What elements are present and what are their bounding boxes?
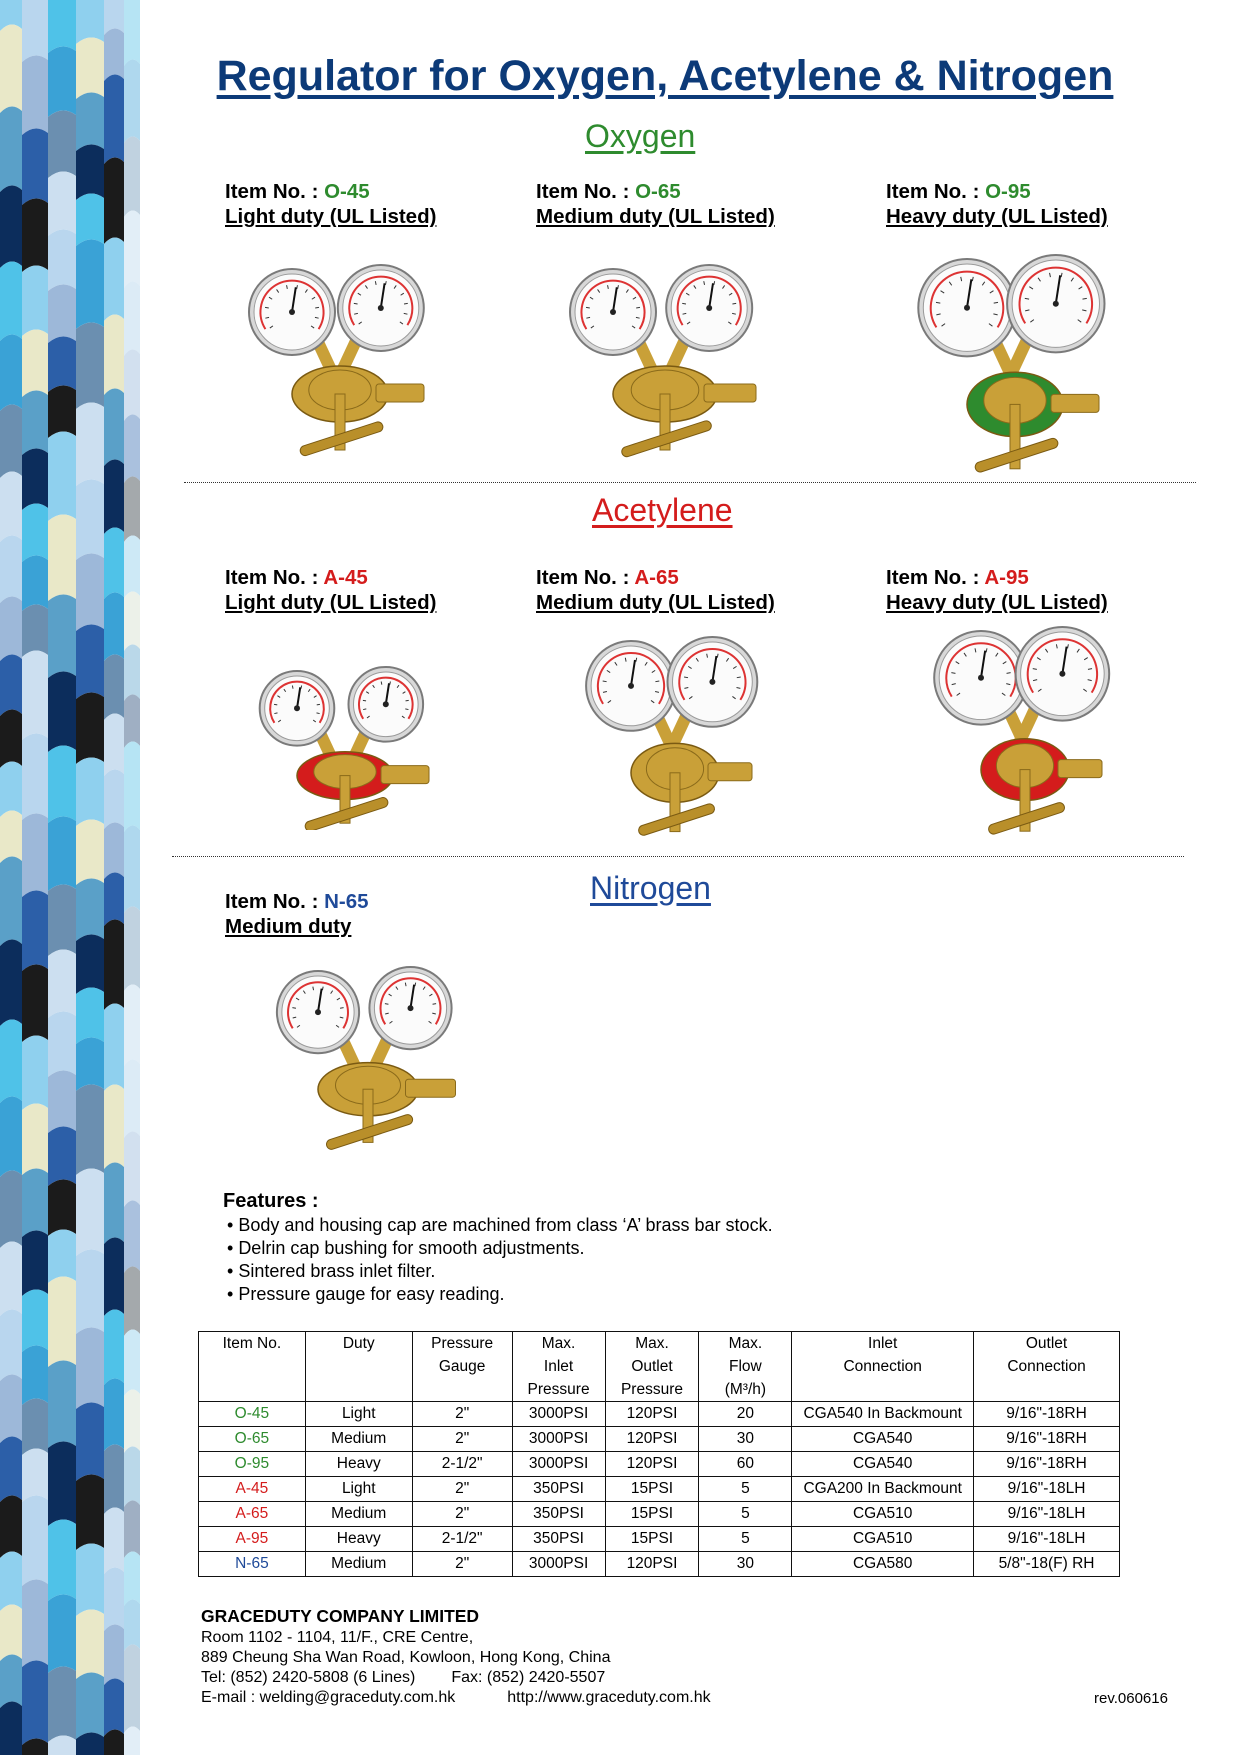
table-row [199,1402,1120,1427]
feature-item: • Sintered brass inlet filter. [227,1261,436,1281]
item-o-65 [536,179,775,229]
table-cell: 5/8"-18(F) RH [974,1552,1120,1577]
header-item-no: Item No. [199,1332,306,1402]
table-row [199,1552,1120,1577]
table-cell: 5 [699,1502,792,1527]
table-cell: Light [305,1402,412,1427]
table-cell: 5 [699,1477,792,1502]
table-cell-item-no: A-95 [199,1527,306,1552]
table-cell-item-no: O-65 [199,1427,306,1452]
table-cell: 2" [412,1402,512,1427]
table-cell: 9/16"-18LH [974,1502,1120,1527]
specification-table [198,1331,1120,1577]
item-code: A-45 [323,566,368,589]
item-prefix: Item No. : [225,566,324,589]
fax-number: Fax: (852) 2420-5507 [451,1669,606,1686]
table-cell: 2" [412,1427,512,1452]
table-cell: 60 [699,1452,792,1477]
revision-label: rev.060616 [1094,1690,1168,1707]
page-title: Regulator for Oxygen, Acetylene & Nitrogen [216,52,1114,100]
table-cell: Medium [305,1552,412,1577]
table-cell: 30 [699,1427,792,1452]
email-address[interactable]: E-mail : welding@graceduty.com.hk [201,1689,456,1706]
table-cell: 3000PSI [512,1402,605,1427]
item-prefix: Item No. : [536,180,636,203]
table-row [199,1452,1120,1477]
company-name: GRACEDUTY COMPANY LIMITED [201,1606,480,1626]
table-cell: 20 [699,1402,792,1427]
item-code: O-95 [985,180,1031,203]
item-prefix: Item No. : [225,890,325,913]
table-cell: 120PSI [605,1452,699,1477]
item-duty: Heavy duty (UL Listed) [886,205,1108,228]
table-cell: CGA540 [792,1427,974,1452]
regulator-image-a-65 [565,630,785,840]
decorative-side-strip [0,0,140,1755]
features-title: Features : [223,1190,319,1212]
header-duty: Duty [305,1332,412,1402]
table-cell: 2" [412,1552,512,1577]
table-cell: 3000PSI [512,1427,605,1452]
table-cell: 350PSI [512,1527,605,1552]
table-cell: 30 [699,1552,792,1577]
item-o-45 [225,179,436,229]
address-line-1: Room 1102 - 1104, 11/F., CRE Centre, [201,1629,474,1646]
item-n-65 [225,889,369,939]
table-row [199,1477,1120,1502]
table-cell: 9/16"-18RH [974,1452,1120,1477]
feature-item: • Body and housing cap are machined from class ‘A’ brass bar stock. [227,1215,773,1235]
table-cell-item-no: O-95 [199,1452,306,1477]
item-code: A-95 [984,566,1029,589]
regulator-image-a-95 [915,620,1135,840]
website-link[interactable]: http://www.graceduty.com.hk [507,1689,711,1706]
table-cell: CGA540 [792,1452,974,1477]
table-cell: CGA540 In Backmount [792,1402,974,1427]
section-title-oxygen: Oxygen [585,118,696,154]
table-cell: 120PSI [605,1427,699,1452]
table-cell: CGA200 In Backmount [792,1477,974,1502]
item-o-95 [886,179,1108,229]
item-prefix: Item No. : [886,566,985,589]
divider-acetylene-nitrogen [172,856,1184,857]
features-list [223,1190,773,1306]
feature-item: • Pressure gauge for easy reading. [227,1284,505,1304]
address-line-2: 889 Cheung Sha Wan Road, Kowloon, Hong Kong, China [201,1649,611,1666]
table-row [199,1502,1120,1527]
table-cell: CGA510 [792,1527,974,1552]
contact-email-web [201,1688,711,1708]
table-cell: 2" [412,1477,512,1502]
table-cell: 2-1/2" [412,1527,512,1552]
section-title-nitrogen: Nitrogen [590,870,711,906]
contact-phone-fax [201,1668,711,1688]
table-cell: 15PSI [605,1477,699,1502]
divider-oxygen-acetylene [184,482,1196,483]
table-cell: Light [305,1477,412,1502]
table-cell: Medium [305,1427,412,1452]
table-cell: Medium [305,1502,412,1527]
item-a-65 [536,565,775,615]
table-cell: 9/16"-18LH [974,1527,1120,1552]
item-duty: Light duty (UL Listed) [225,205,437,228]
table-cell-item-no: O-45 [199,1402,306,1427]
table-cell: 15PSI [605,1527,699,1552]
item-prefix: Item No. : [225,180,325,203]
item-code: O-65 [635,180,681,203]
item-duty: Heavy duty (UL Listed) [886,591,1108,614]
table-cell: Heavy [305,1527,412,1552]
regulator-image-n-65 [243,960,493,1150]
table-cell: 5 [699,1527,792,1552]
table-cell: 120PSI [605,1402,699,1427]
phone-number: Tel: (852) 2420-5808 (6 Lines) [201,1669,416,1686]
item-prefix: Item No. : [536,566,635,589]
table-cell-item-no: A-45 [199,1477,306,1502]
header-pressure-gauge: Pressure Gauge [412,1332,512,1402]
regulator-image-a-45 [225,660,465,830]
company-info [201,1605,711,1708]
table-cell: 2" [412,1502,512,1527]
table-row [199,1427,1120,1452]
table-cell: 3000PSI [512,1552,605,1577]
header-inlet-connection: Inlet Connection [792,1332,974,1402]
feature-item: • Delrin cap bushing for smooth adjustments. [227,1238,585,1258]
header-max-inlet-pressure: Max. Inlet Pressure [512,1332,605,1402]
item-code: A-65 [634,566,679,589]
table-cell: 15PSI [605,1502,699,1527]
table-header-row [199,1332,1120,1402]
table-cell-item-no: A-65 [199,1502,306,1527]
table-cell: CGA510 [792,1502,974,1527]
table-cell: 2-1/2" [412,1452,512,1477]
regulator-image-o-65 [535,258,795,458]
table-cell-item-no: N-65 [199,1552,306,1577]
item-duty: Light duty (UL Listed) [225,591,437,614]
item-code: N-65 [324,890,369,913]
table-cell: 3000PSI [512,1452,605,1477]
table-cell: 9/16"-18RH [974,1402,1120,1427]
table-cell: 9/16"-18LH [974,1477,1120,1502]
header-outlet-connection: Outlet Connection [974,1332,1120,1402]
item-code: O-45 [324,180,370,203]
table-cell: 9/16"-18RH [974,1427,1120,1452]
regulator-image-o-95 [895,248,1135,478]
item-duty: Medium duty (UL Listed) [536,591,775,614]
table-row [199,1527,1120,1552]
table-cell: Heavy [305,1452,412,1477]
table-cell: CGA580 [792,1552,974,1577]
item-a-95 [886,565,1108,615]
header-max-flow: Max. Flow (M³/h) [699,1332,792,1402]
section-title-acetylene: Acetylene [592,492,733,528]
table-cell: 120PSI [605,1552,699,1577]
item-duty: Medium duty [225,915,352,938]
table-cell: 350PSI [512,1502,605,1527]
item-duty: Medium duty (UL Listed) [536,205,775,228]
item-a-45 [225,565,436,615]
item-prefix: Item No. : [886,180,986,203]
table-cell: 350PSI [512,1477,605,1502]
regulator-image-o-45 [220,258,460,458]
header-max-outlet-pressure: Max. Outlet Pressure [605,1332,699,1402]
